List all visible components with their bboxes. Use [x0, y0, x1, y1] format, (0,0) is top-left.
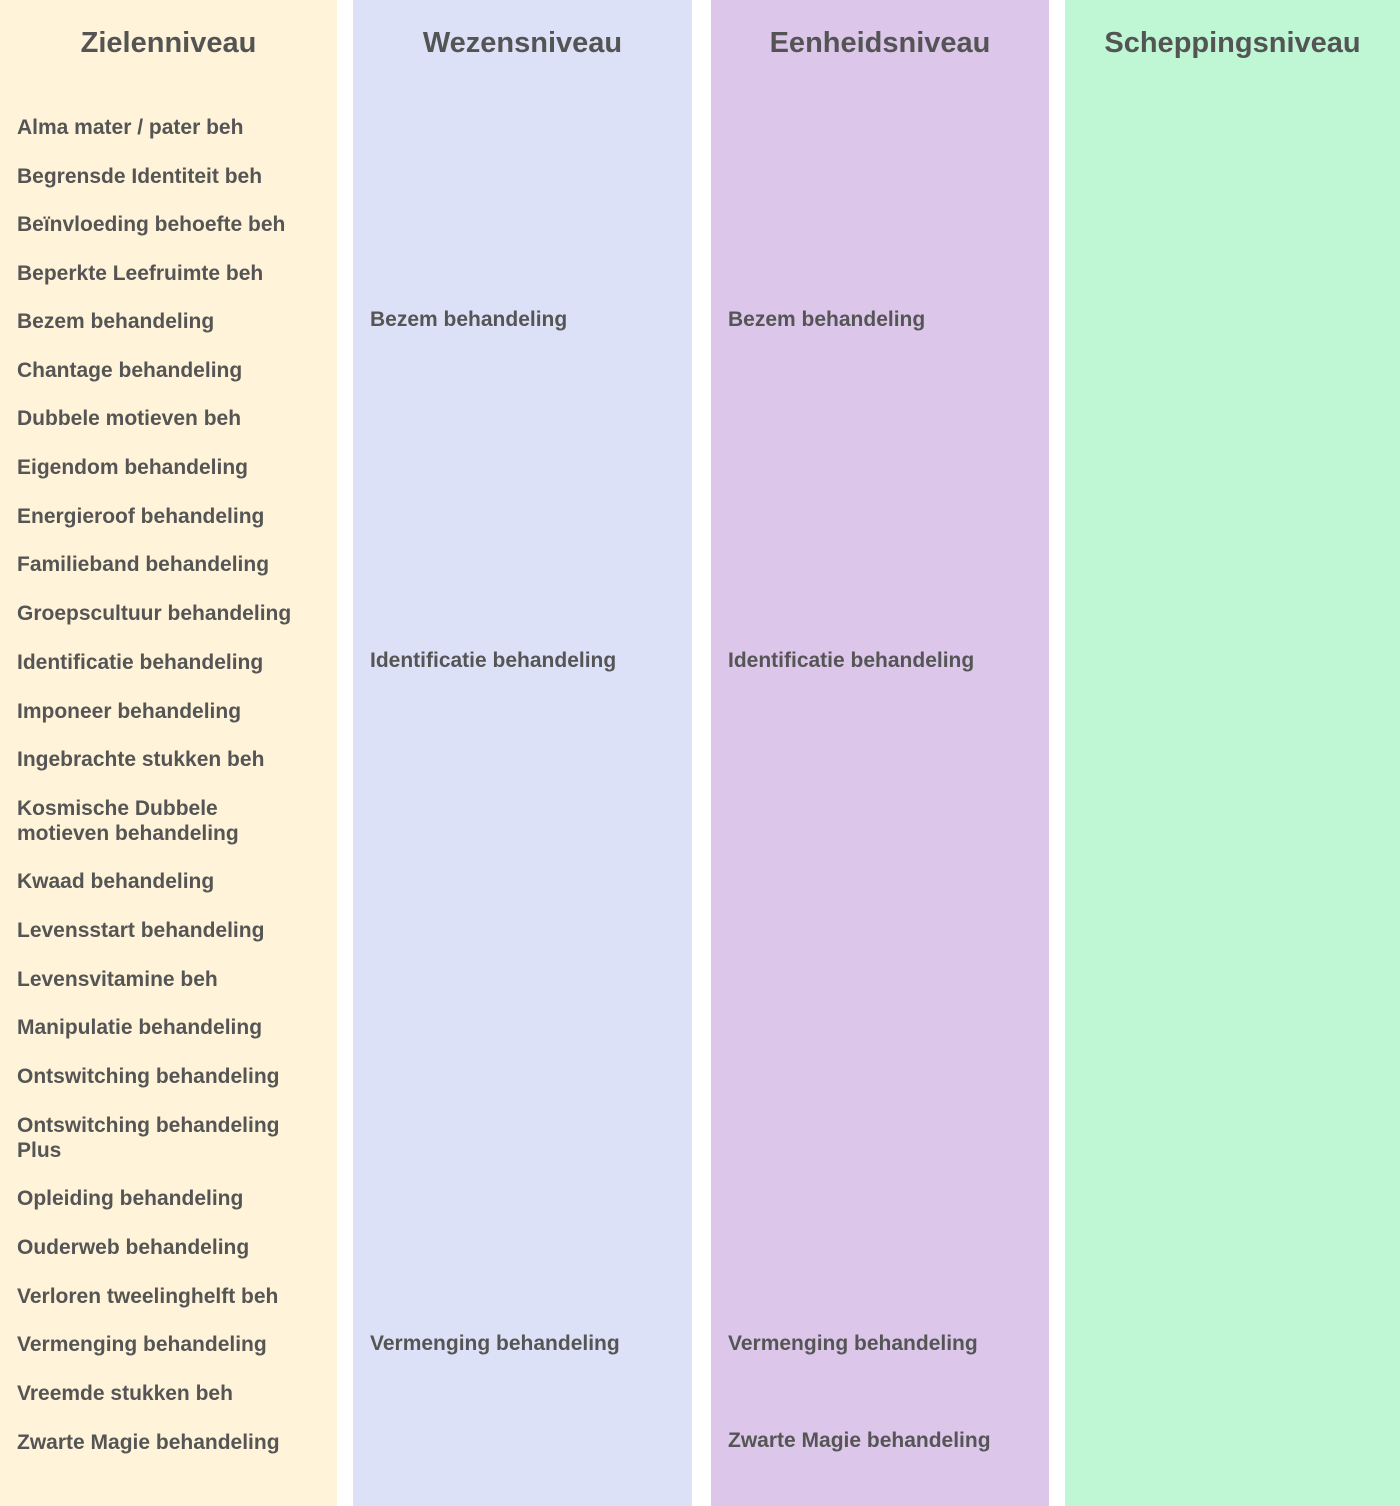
list-item[interactable]: Vreemde stukken beh	[17, 1382, 233, 1405]
list-item[interactable]: Levensvitamine beh	[17, 968, 218, 991]
list-item[interactable]: Kwaad behandeling	[17, 870, 215, 893]
list-item[interactable]: Bezem behandeling	[17, 310, 215, 333]
list-item[interactable]: Identificatie behandeling	[370, 649, 617, 672]
list-item[interactable]: Ouderweb behandeling	[17, 1236, 250, 1259]
list-item[interactable]: Kosmische Dubbele motieven behandeling	[17, 797, 239, 845]
list-item[interactable]: Begrensde Identiteit beh	[17, 165, 263, 188]
list-item[interactable]: Zwarte Magie behandeling	[17, 1431, 280, 1454]
list-item[interactable]: Vermenging behandeling	[728, 1332, 978, 1355]
list-item[interactable]: Imponeer behandeling	[17, 700, 242, 723]
column-title: Eenheidsniveau	[769, 27, 991, 59]
list-item[interactable]: Familieband behandeling	[17, 553, 270, 576]
column-wezensniveau	[353, 0, 692, 1506]
list-item[interactable]: Identificatie behandeling	[728, 649, 975, 672]
list-item[interactable]: Opleiding behandeling	[17, 1187, 244, 1210]
list-item[interactable]: Vermenging behandeling	[370, 1332, 620, 1355]
list-item[interactable]: Verloren tweelinghelft beh	[17, 1285, 279, 1308]
list-item[interactable]: Bezem behandeling	[728, 308, 926, 331]
list-item[interactable]: Vermenging behandeling	[17, 1333, 267, 1356]
list-item[interactable]: Beïnvloeding behoefte beh	[17, 213, 286, 236]
list-item[interactable]: Groepscultuur behandeling	[17, 602, 292, 625]
list-item[interactable]: Beperkte Leefruimte beh	[17, 262, 264, 285]
list-item[interactable]: Eigendom behandeling	[17, 456, 249, 479]
list-item[interactable]: Chantage behandeling	[17, 359, 243, 382]
column-zielenniveau	[0, 0, 337, 1506]
list-item[interactable]: Manipulatie behandeling	[17, 1016, 263, 1039]
column-title: Scheppingsniveau	[1104, 27, 1361, 59]
list-item[interactable]: Ontswitching behandeling Plus	[17, 1114, 280, 1162]
column-title: Zielenniveau	[80, 27, 257, 59]
column-scheppingsniveau	[1065, 0, 1400, 1506]
column-title: Wezensniveau	[422, 27, 623, 59]
list-item[interactable]: Bezem behandeling	[370, 308, 568, 331]
column-eenheidsniveau	[711, 0, 1049, 1506]
list-item[interactable]: Alma mater / pater beh	[17, 116, 244, 139]
list-item[interactable]: Levensstart behandeling	[17, 919, 265, 942]
list-item[interactable]: Dubbele motieven beh	[17, 407, 242, 430]
list-item[interactable]: Identificatie behandeling	[17, 651, 264, 674]
list-item[interactable]: Zwarte Magie behandeling	[728, 1429, 991, 1452]
list-item[interactable]: Ontswitching behandeling	[17, 1065, 280, 1088]
list-item[interactable]: Ingebrachte stukken beh	[17, 748, 265, 771]
list-item[interactable]: Energieroof behandeling	[17, 505, 265, 528]
